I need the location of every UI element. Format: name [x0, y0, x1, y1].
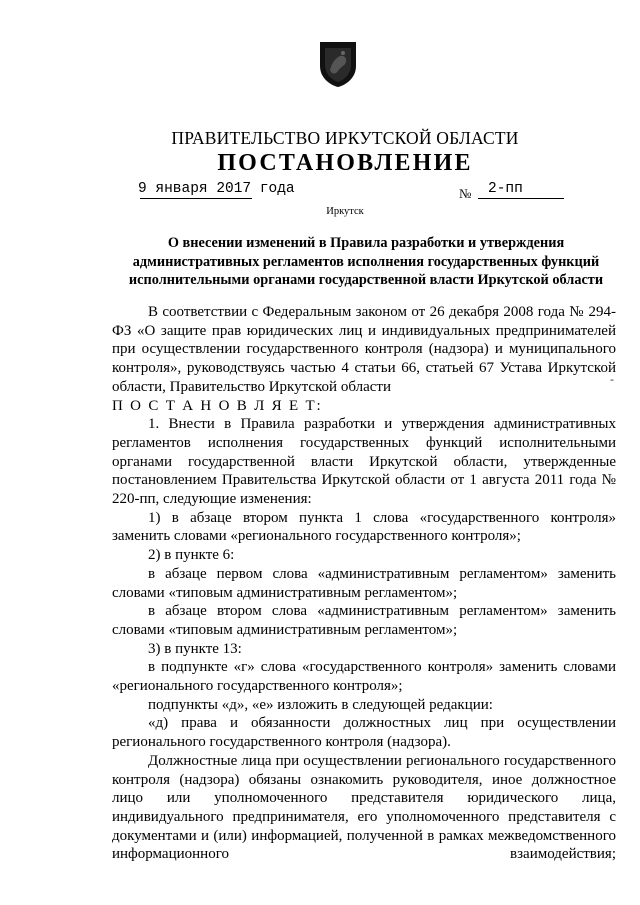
paragraph: 1. Внести в Правила разработки и утверждения административных регламентов исполнения государственных функций исполнительными органами государственной власти Иркутской области, утвержденные постановлением Правительства Иркутской области от 1 августа 2011 года № 220-пп, следующие изменения: [112, 416, 616, 508]
date-underline [140, 198, 252, 199]
margin-mark: - [610, 372, 614, 386]
number-sign: № [459, 186, 472, 201]
paragraph: 1) в абзаце втором пункта 1 слова «государственного контроля» заменить словами «регионального государственного контроля»; [112, 509, 616, 545]
government-name: ПРАВИТЕЛЬСТВО ИРКУТСКОЙ ОБЛАСТИ [171, 128, 519, 148]
document-title: О внесении изменений в Правила разработки и утверждения административных регламентов исполнения государственных функций исполнительными органами государственной власти Иркутской области [128, 235, 604, 289]
coat-of-arms-icon [318, 40, 358, 88]
paragraph: 3) в пункте 13: [148, 640, 242, 657]
paragraph: «д) права и обязанности должностных лиц при осуществлении регионального государственного контроля (надзора). [112, 715, 616, 751]
paragraph-resolves: П О С Т А Н О В Л Я Е Т: [112, 397, 323, 414]
number-underline [478, 198, 564, 199]
document-type: ПОСТАНОВЛЕНИЕ [217, 150, 473, 176]
decree-date: 9 января 2017 года [138, 181, 295, 197]
paragraph: в абзаце втором слова «административным регламентом» заменить словами «типовым административным регламентом»; [112, 603, 616, 638]
paragraph: в абзаце первом слова «административным регламентом» заменить словами «типовым административным регламентом»; [112, 565, 616, 601]
document-body [112, 303, 616, 864]
paragraph: Должностные лица при осуществлении регионального государственного контроля (надзора) обязаны ознакомить руководителя, иное должностное лицо или уполномоченного представителя юридического лица, индивидуального предпринимателя, его уполномоченного представителя с документами и (или) информацией, полученной в рамках межведомственного информационного взаимодействия; [112, 752, 616, 863]
paragraph: подпункты «д», «е» изложить в следующей редакции: [148, 696, 493, 713]
paragraph: В соответствии с Федеральным законом от 26 декабря 2008 года № 294-ФЗ «О защите прав юридических лиц и индивидуальных предпринимателей при осуществлении государственного контроля (надзора) и муниципального контроля», руководствуясь частью 4 статьи 66, статьей 67 Устава Иркутской области, Правительство Иркутской области [112, 304, 616, 395]
city-name: Иркутск [326, 206, 364, 217]
paragraph: в подпункте «г» слова «государственного контроля» заменить словами «регионального государственного контроля»; [112, 659, 616, 695]
decree-number: 2-пп [488, 181, 523, 197]
paragraph: 2) в пункте 6: [148, 547, 235, 564]
